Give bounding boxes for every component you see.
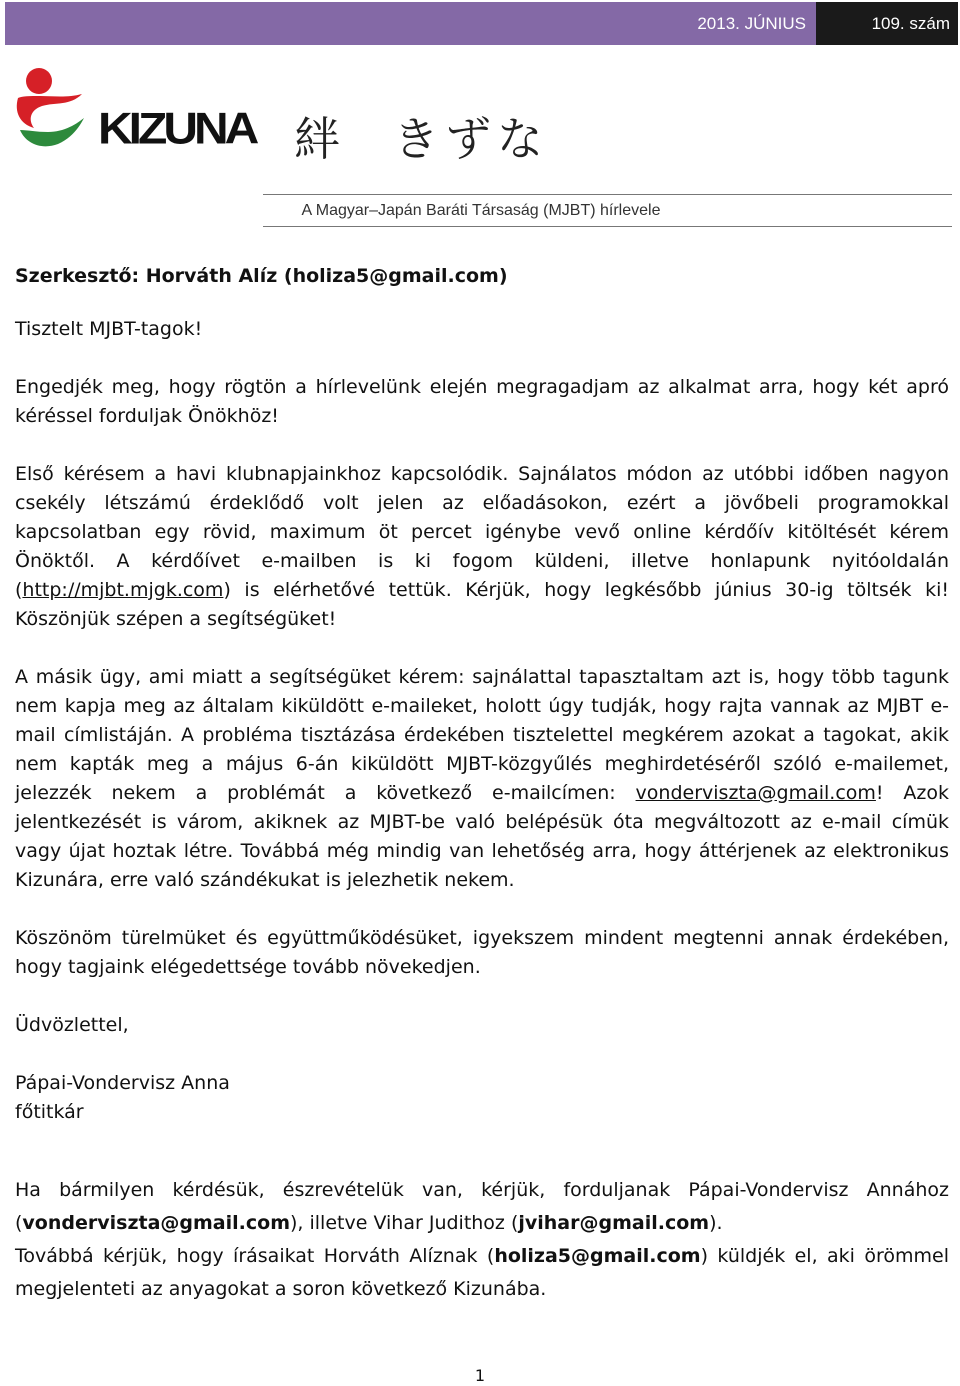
paragraph-submit	[15, 1240, 949, 1306]
page-number: 1	[474, 1366, 486, 1385]
divider	[263, 194, 952, 195]
brand-kanji: 絆	[294, 112, 340, 166]
paragraph-text: ) is elérhetővé tettük. Kérjük, hogy legkésőbb június 30-ig töltsék ki! Köszönjük szépen a segítségüket!	[15, 579, 949, 630]
paragraph-thanks: Köszönöm türelmüket és együttműködésüket, igyekszem mindent megtenni annak érdekében, hogy tagjaink elégedettsége tovább növekedjen.	[15, 927, 949, 978]
paragraph-text: Ha bármilyen kérdésük, észrevételük van, kérjük, forduljanak Pápai-Vondervisz Annához (	[15, 1179, 949, 1234]
brand-kana: きずな	[393, 112, 549, 166]
paragraph-text: ), illetve Vihar Judithoz (	[290, 1212, 519, 1234]
email-link[interactable]: vondervisztа@gmail.com	[635, 782, 876, 804]
paragraph-text: ) küldjék el, aki örömmel megjelenteti az anyagokat a soron következő Kizunába.	[15, 1245, 949, 1300]
newsletter-subtitle: A Magyar–Japán Baráti Társaság (MJBT) hírlevele	[301, 202, 661, 219]
contact-email: vonderviszta@gmail.com	[22, 1212, 290, 1234]
website-link[interactable]: http://mjbt.mjgk.com	[22, 579, 224, 601]
letter-body	[15, 262, 949, 1306]
brand-name: KIZUNA	[98, 104, 256, 154]
editor-line: Szerkesztő: Horváth Alíz (holiza5@gmail.com)	[15, 265, 508, 287]
paragraph-text: A másik ügy, ami miatt a segítségüket kérem: sajnálattal tapasztaltam azt is, hogy több tagunk nem kapja meg az általam kiküldött e-maileket, holott úgy tudják, hogy rajta vannak az MJBT e-mail címlistáján. A probléma tisztázása érdekében tisztelettel megkérem azokat a tagokat, akik nem kapták meg a május 6-án kiküldött MJBT-közgyűlés meghirdetéséről szóló e-mailemet, jelezzék nekem a problémát a következő e-mailcímen:	[15, 666, 949, 804]
signature-name: Pápai-Vondervisz Anna	[15, 1072, 230, 1094]
paragraph-email-list	[15, 663, 949, 895]
closing: Üdvözlettel,	[15, 1014, 129, 1036]
paragraph-contact	[15, 1174, 949, 1240]
logo-red-dot	[26, 68, 52, 94]
issue-date: 2013. JÚNIUS	[697, 14, 806, 33]
intro-paragraph: Engedjék meg, hogy rögtön a hírlevelünk elején megragadjam az alkalmat arra, hogy két apró kéréssel forduljak Önökhöz!	[15, 376, 949, 427]
header-bar	[5, 2, 958, 45]
kizuna-logo-icon	[12, 66, 92, 152]
issue-number: 109. szám	[816, 2, 958, 45]
paragraph-text: Továbbá kérjük, hogy írásaikat Horváth Alíznak (	[15, 1245, 495, 1267]
paragraph-text: Első kérésem a havi klubnapjainkhoz kapcsolódik. Sajnálatos módon az utóbbi időben nagyon csekély létszámú érdeklődő volt jelen az előadásokon, ezért a jövőbeli programokkal kapcsolatban egy rövid, maximum öt percet igénybe vevő online kérdőív kitöltését kérem Önöktől. A kérdőívet e-mailben is ki fogom küldeni, illetve honlapunk nyitóoldalán (	[15, 463, 949, 601]
contact-email: jvihar@gmail.com	[518, 1212, 710, 1234]
logo-red-swoosh	[17, 94, 82, 128]
paragraph-survey	[15, 460, 949, 634]
greeting: Tisztelt MJBT-tagok!	[15, 318, 203, 340]
signature-title: főtitkár	[15, 1101, 84, 1123]
contact-email: holiza5@gmail.com	[494, 1245, 701, 1267]
divider	[263, 226, 952, 227]
paragraph-text: ! Azok jelentkezését is várom, akiknek az MJBT-be való belépésük óta megváltozott az e-mail címük vagy újat hoztak létre. Továbbá még mindig van lehetőség arra, hogy áttérjenek az elektronikus Kizunára, erre való szándékukat is jelezhetik nekem.	[15, 782, 949, 891]
paragraph-text: ).	[709, 1212, 723, 1234]
